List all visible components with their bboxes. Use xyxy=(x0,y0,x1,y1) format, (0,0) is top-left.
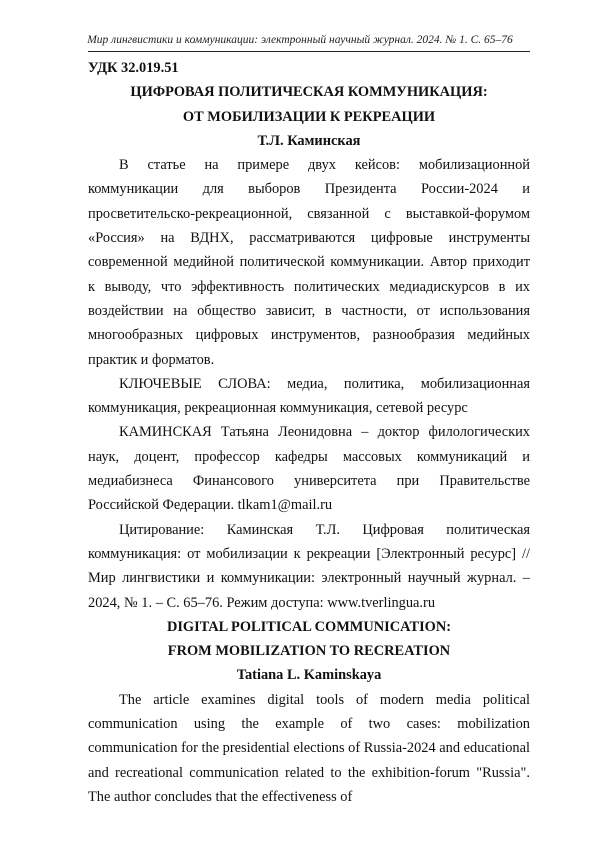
title-en-line-2: FROM MOBILIZATION TO RECREATION xyxy=(88,639,530,663)
title-ru-line-2: ОТ МОБИЛИЗАЦИИ К РЕКРЕАЦИИ xyxy=(88,105,530,129)
udc-code: УДК 32.019.51 xyxy=(88,56,530,80)
title-en-line-1: DIGITAL POLITICAL COMMUNICATION: xyxy=(88,615,530,639)
header-divider xyxy=(88,51,530,52)
citation-ru: Цитирование: Каминская Т.Л. Цифровая политическая коммуникация: от мобилизации к рекреации [Электронный ресурс] // Мир лингвистики и коммуникации: электронный научный журнал. – 2024, № 1. – С. 65–76. Режим доступа: www.tverlingua.ru xyxy=(88,518,530,615)
running-header: Мир лингвистики и коммуникации: электронный научный журнал. 2024. № 1. С. 65–76 xyxy=(0,34,600,46)
title-ru-line-1: ЦИФРОВАЯ ПОЛИТИЧЕСКАЯ КОММУНИКАЦИЯ: xyxy=(88,80,530,104)
abstract-ru: В статье на примере двух кейсов: мобилизационной коммуникации для выборов Президента России-2024 и просветительско-рекреационной, связанной с выставкой-форумом «Россия» на ВДНХ, рассматриваются цифровые инструменты современной медийной политической коммуникации. Автор приходит к выводу, что эффективность политических медиадискурсов в их воздействии на общество зависит, в частности, от использования многообразных цифровых инструментов, разнообразия медийных практик и форматов. xyxy=(88,153,530,372)
document-page xyxy=(0,0,600,848)
author-ru: Т.Л. Каминская xyxy=(88,129,530,153)
abstract-en: The article examines digital tools of modern media political communication using the example of two cases: mobilization communication for the presidential elections of Russia-2024 and educational and recreational communication related to the exhibition-forum "Russia". The author concludes that the effectiveness of xyxy=(88,688,530,809)
author-info-ru: КАМИНСКАЯ Татьяна Леонидовна – доктор филологических наук, доцент, профессор кафедры массовых коммуникаций и медиабизнеса Финансового университета при Правительстве Российской Федерации. tlkam1@mail.ru xyxy=(88,420,530,517)
article-body xyxy=(88,56,530,809)
author-en: Tatiana L. Kaminskaya xyxy=(88,663,530,687)
keywords-ru: КЛЮЧЕВЫЕ СЛОВА: медиа, политика, мобилизационная коммуникация, рекреационная коммуникация, сетевой ресурс xyxy=(88,372,530,421)
